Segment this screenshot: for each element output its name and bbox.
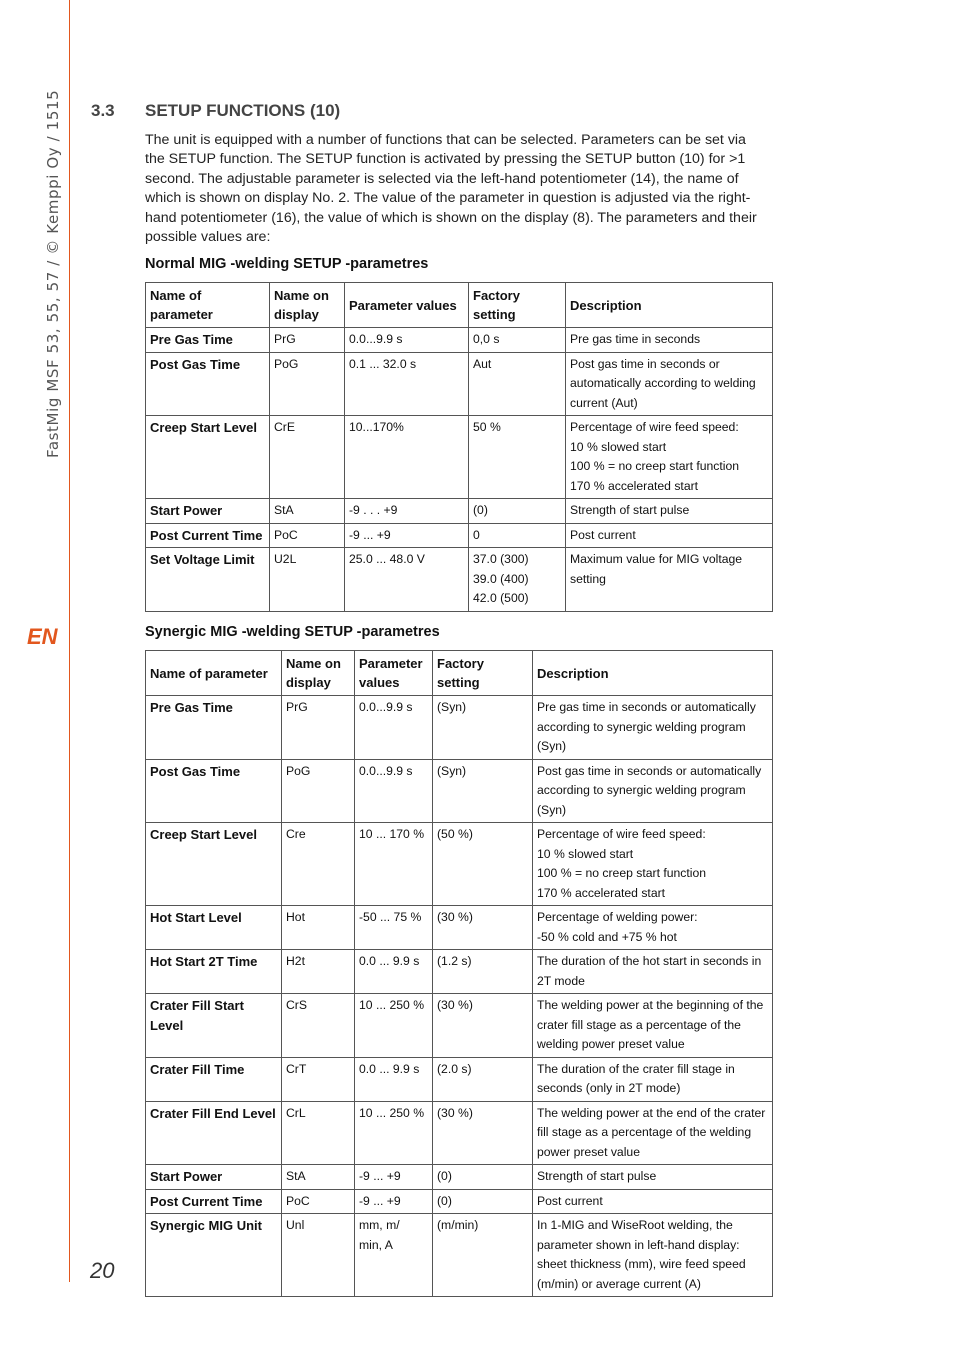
margin-rule	[69, 0, 70, 1282]
cell-factory-setting: 0,0 s	[469, 328, 566, 353]
cell-factory-setting: (30 %)	[433, 906, 533, 950]
section-title: SETUP FUNCTIONS (10)	[145, 101, 341, 120]
cell-display-name: CrS	[282, 994, 355, 1058]
cell-parameter-values: 0.0...9.9 s	[355, 759, 433, 823]
cell-parameter-values: -50 ... 75 %	[355, 906, 433, 950]
column-header-factory-setting: Factory setting	[469, 283, 566, 328]
table-row	[146, 416, 773, 499]
synergic-setup-table	[145, 650, 773, 1297]
column-header-description: Description	[533, 651, 773, 696]
cell-parameter-values: 0.0 ... 9.9 s	[355, 950, 433, 994]
cell-parameter-values: 10 ... 250 %	[355, 1101, 433, 1165]
cell-parameter-values: -9 . . . +9	[345, 499, 469, 524]
cell-parameter-name: Crater Fill Start Level	[146, 994, 282, 1058]
cell-parameter-values: 0.0 ... 9.9 s	[355, 1057, 433, 1101]
cell-parameter-values: -9 ... +9	[345, 523, 469, 548]
table-row	[146, 1165, 773, 1190]
column-header-parameter-values: Parameter values	[345, 283, 469, 328]
table-row	[146, 823, 773, 906]
cell-parameter-name: Creep Start Level	[146, 416, 270, 499]
cell-description: Post gas time in seconds or automatically according to welding current (Aut)	[566, 352, 773, 416]
cell-description: Percentage of welding power: -50 % cold and +75 % hot	[533, 906, 773, 950]
cell-factory-setting: (1.2 s)	[433, 950, 533, 994]
column-header-parameter-values: Parameter values	[355, 651, 433, 696]
table-row	[146, 696, 773, 760]
cell-parameter-name: Crater Fill Time	[146, 1057, 282, 1101]
language-marker: EN	[27, 624, 58, 649]
cell-parameter-values: 0.0...9.9 s	[355, 696, 433, 760]
column-header-display-name: Name on display	[282, 651, 355, 696]
cell-parameter-name: Post Current Time	[146, 523, 270, 548]
table-header-row	[146, 283, 773, 328]
cell-display-name: Cre	[282, 823, 355, 906]
cell-parameter-values: -9 ... +9	[355, 1165, 433, 1190]
table-row	[146, 906, 773, 950]
normal-table-caption: Normal MIG -welding SETUP -parametres	[145, 256, 429, 272]
table-row	[146, 523, 773, 548]
cell-parameter-name: Crater Fill End Level	[146, 1101, 282, 1165]
cell-description: Maximum value for MIG voltage setting	[566, 548, 773, 612]
cell-description: The duration of the hot start in seconds in 2T mode	[533, 950, 773, 994]
cell-parameter-name: Post Current Time	[146, 1189, 282, 1214]
cell-parameter-name: Set Voltage Limit	[146, 548, 270, 612]
intro-paragraph: The unit is equipped with a number of functions that can be selected. Parameters can be set via the SETUP function. The SETUP function is activated by pressing the SETUP button (10) for >1 second. The adjustable parameter is selected via the left-hand potentiometer (14), the name of which is shown on display No. 2. The value of the parameter in question is adjusted via the right-hand potentiometer (16), the value of which is shown on the display (8). The parameters and their possible values are:	[145, 132, 757, 246]
section-number: 3.3	[91, 101, 115, 120]
table-row	[146, 1189, 773, 1214]
table-row	[146, 1057, 773, 1101]
cell-parameter-name: Start Power	[146, 1165, 282, 1190]
cell-description: Post current	[533, 1189, 773, 1214]
cell-parameter-name: Hot Start 2T Time	[146, 950, 282, 994]
cell-display-name: PoC	[282, 1189, 355, 1214]
cell-parameter-values: 0.1 ... 32.0 s	[345, 352, 469, 416]
cell-display-name: Hot	[282, 906, 355, 950]
cell-description: The welding power at the end of the crater fill stage as a percentage of the welding power preset value	[533, 1101, 773, 1165]
cell-parameter-name: Post Gas Time	[146, 759, 282, 823]
cell-description: In 1-MIG and WiseRoot welding, the parameter shown in left-hand display: sheet thickness (mm), wire feed speed (m/min) or average current (A)	[533, 1214, 773, 1297]
cell-factory-setting: (30 %)	[433, 1101, 533, 1165]
cell-parameter-name: Pre Gas Time	[146, 328, 270, 353]
cell-parameter-values: -9 ... +9	[355, 1189, 433, 1214]
cell-parameter-values: 0.0...9.9 s	[345, 328, 469, 353]
table-row	[146, 994, 773, 1058]
cell-parameter-values: 10 ... 250 %	[355, 994, 433, 1058]
cell-display-name: H2t	[282, 950, 355, 994]
table-row	[146, 352, 773, 416]
cell-description: Strength of start pulse	[533, 1165, 773, 1190]
cell-factory-setting: (0)	[433, 1165, 533, 1190]
cell-factory-setting: (m/min)	[433, 1214, 533, 1297]
table-row	[146, 499, 773, 524]
column-header-factory-setting: Factory setting	[433, 651, 533, 696]
cell-factory-setting: (Syn)	[433, 696, 533, 760]
synergic-table-caption: Synergic MIG -welding SETUP -parametres	[145, 624, 440, 640]
cell-description: Strength of start pulse	[566, 499, 773, 524]
cell-description: Post current	[566, 523, 773, 548]
cell-parameter-name: Pre Gas Time	[146, 696, 282, 760]
cell-display-name: PoG	[270, 352, 345, 416]
column-header-description: Description	[566, 283, 773, 328]
cell-display-name: U2L	[270, 548, 345, 612]
cell-factory-setting: (Syn)	[433, 759, 533, 823]
cell-display-name: CrT	[282, 1057, 355, 1101]
table-row	[146, 1101, 773, 1165]
cell-description: The welding power at the beginning of the crater fill stage as a percentage of the welding power preset value	[533, 994, 773, 1058]
cell-factory-setting: 50 %	[469, 416, 566, 499]
section-heading	[91, 101, 340, 121]
cell-parameter-name: Hot Start Level	[146, 906, 282, 950]
table-row	[146, 328, 773, 353]
column-header-display-name: Name on display	[270, 283, 345, 328]
cell-parameter-values: mm, m/ min, A	[355, 1214, 433, 1297]
cell-description: Post gas time in seconds or automatically according to synergic welding program (Syn)	[533, 759, 773, 823]
cell-factory-setting: 0	[469, 523, 566, 548]
cell-factory-setting: Aut	[469, 352, 566, 416]
cell-description: Pre gas time in seconds or automatically according to synergic welding program (Syn)	[533, 696, 773, 760]
page-number: 20	[90, 1258, 115, 1283]
cell-factory-setting: (0)	[433, 1189, 533, 1214]
table-row	[146, 1214, 773, 1297]
cell-factory-setting: (2.0 s)	[433, 1057, 533, 1101]
cell-display-name: PrG	[282, 696, 355, 760]
cell-factory-setting: (50 %)	[433, 823, 533, 906]
cell-display-name: Unl	[282, 1214, 355, 1297]
cell-parameter-name: Start Power	[146, 499, 270, 524]
cell-display-name: StA	[270, 499, 345, 524]
cell-display-name: PrG	[270, 328, 345, 353]
cell-factory-setting: (30 %)	[433, 994, 533, 1058]
cell-parameter-name: Post Gas Time	[146, 352, 270, 416]
cell-display-name: StA	[282, 1165, 355, 1190]
normal-setup-table	[145, 282, 773, 612]
table-row	[146, 548, 773, 612]
table-row	[146, 950, 773, 994]
table-row	[146, 759, 773, 823]
cell-factory-setting: 37.0 (300) 39.0 (400) 42.0 (500)	[469, 548, 566, 612]
cell-parameter-name: Synergic MIG Unit	[146, 1214, 282, 1297]
cell-description: Percentage of wire feed speed: 10 % slowed start 100 % = no creep start function 170 % accelerated start	[566, 416, 773, 499]
column-header-parameter-name: Name of parameter	[146, 283, 270, 328]
cell-display-name: PoG	[282, 759, 355, 823]
cell-display-name: CrL	[282, 1101, 355, 1165]
sidebar-document-info: FastMig MSF 53, 55, 57 / © Kemppi Oy / 1515	[44, 89, 62, 458]
column-header-parameter-name: Name of parameter	[146, 651, 282, 696]
cell-description: Pre gas time in seconds	[566, 328, 773, 353]
cell-parameter-values: 25.0 ... 48.0 V	[345, 548, 469, 612]
cell-description: The duration of the crater fill stage in seconds (only in 2T mode)	[533, 1057, 773, 1101]
cell-display-name: CrE	[270, 416, 345, 499]
cell-parameter-name: Creep Start Level	[146, 823, 282, 906]
cell-display-name: PoC	[270, 523, 345, 548]
cell-factory-setting: (0)	[469, 499, 566, 524]
cell-parameter-values: 10 ... 170 %	[355, 823, 433, 906]
cell-description: Percentage of wire feed speed: 10 % slowed start 100 % = no creep start function 170 % accelerated start	[533, 823, 773, 906]
table-header-row	[146, 651, 773, 696]
cell-parameter-values: 10...170%	[345, 416, 469, 499]
